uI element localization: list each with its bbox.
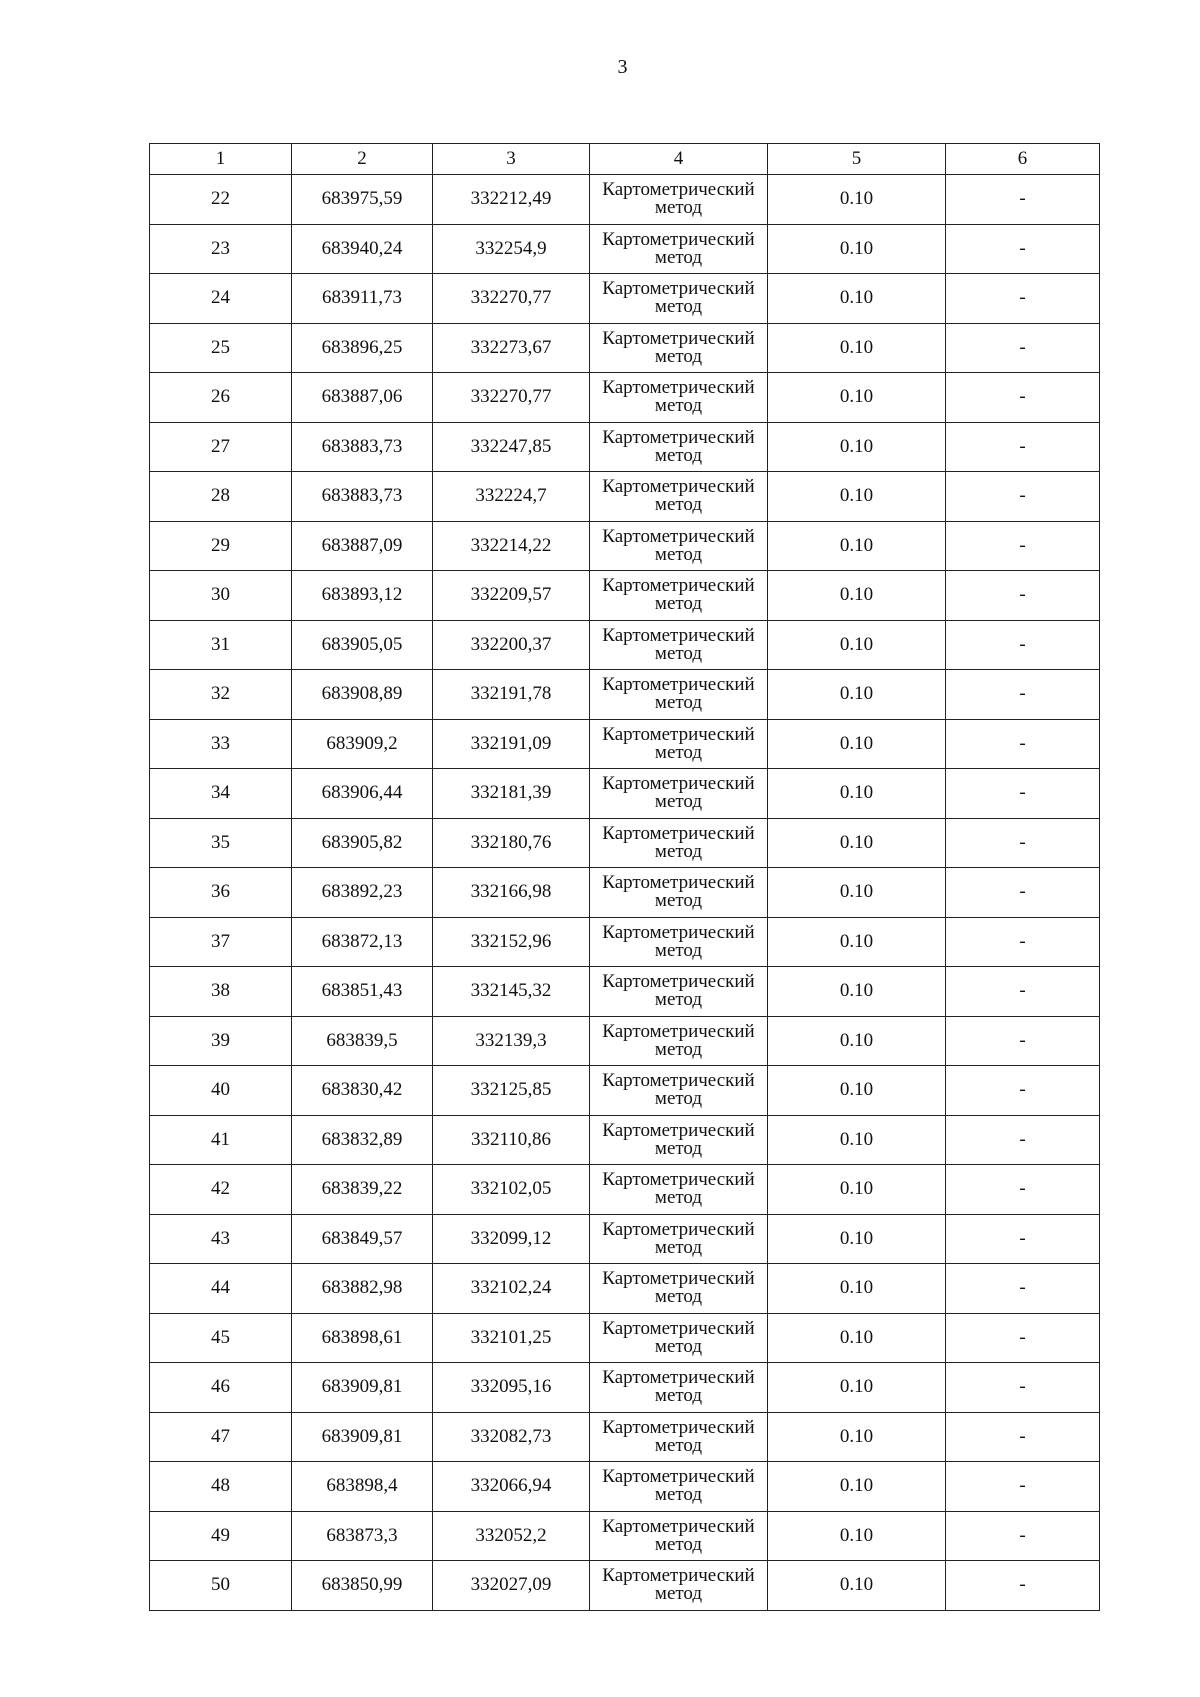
table-row [150, 1066, 1100, 1116]
y-coordinate-cell: 332209,57 [433, 571, 590, 621]
accuracy-cell: 0.10 [768, 917, 946, 967]
table-row [150, 323, 1100, 373]
method-cell [590, 1462, 768, 1512]
point-number-cell: 28 [150, 472, 292, 522]
method-text-line: метод [654, 1137, 703, 1159]
accuracy-cell: 0.10 [768, 1462, 946, 1512]
point-number-cell: 45 [150, 1313, 292, 1363]
method-text-line: Картометрический [602, 1070, 755, 1092]
table-row [150, 620, 1100, 670]
accuracy-cell: 0.10 [768, 1214, 946, 1264]
point-number-cell: 36 [150, 868, 292, 918]
method-cell [590, 917, 768, 967]
y-coordinate-cell: 332212,49 [433, 175, 590, 225]
y-coordinate-cell: 332145,32 [433, 967, 590, 1017]
note-cell: - [946, 323, 1100, 373]
point-number-cell: 49 [150, 1511, 292, 1561]
y-coordinate-cell: 332270,77 [433, 373, 590, 423]
point-number-cell: 22 [150, 175, 292, 225]
note-cell: - [946, 719, 1100, 769]
coordinates-table [149, 143, 1100, 1611]
table-row [150, 1363, 1100, 1413]
method-cell [590, 472, 768, 522]
point-number-cell: 25 [150, 323, 292, 373]
y-coordinate-cell: 332166,98 [433, 868, 590, 918]
y-coordinate-cell: 332191,09 [433, 719, 590, 769]
method-cell [590, 868, 768, 918]
y-coordinate-cell: 332191,78 [433, 670, 590, 720]
note-cell: - [946, 1016, 1100, 1066]
accuracy-cell: 0.10 [768, 1264, 946, 1314]
accuracy-cell: 0.10 [768, 1066, 946, 1116]
note-cell: - [946, 967, 1100, 1017]
y-coordinate-cell: 332082,73 [433, 1412, 590, 1462]
accuracy-cell: 0.10 [768, 670, 946, 720]
method-text-line: Картометрический [602, 377, 755, 399]
accuracy-cell: 0.10 [768, 1412, 946, 1462]
accuracy-cell: 0.10 [768, 323, 946, 373]
y-coordinate-cell: 332101,25 [433, 1313, 590, 1363]
accuracy-cell: 0.10 [768, 620, 946, 670]
x-coordinate-cell: 683839,22 [292, 1165, 433, 1215]
x-coordinate-cell: 683849,57 [292, 1214, 433, 1264]
column-header: 3 [433, 144, 590, 175]
x-coordinate-cell: 683893,12 [292, 571, 433, 621]
table-row [150, 1264, 1100, 1314]
method-cell [590, 373, 768, 423]
method-text-line: Картометрический [602, 1367, 755, 1389]
method-text-line: Картометрический [602, 822, 755, 844]
note-cell: - [946, 1214, 1100, 1264]
method-text-line: Картометрический [602, 1218, 755, 1240]
accuracy-cell: 0.10 [768, 1313, 946, 1363]
table-row [150, 521, 1100, 571]
y-coordinate-cell: 332102,24 [433, 1264, 590, 1314]
table-row [150, 967, 1100, 1017]
point-number-cell: 43 [150, 1214, 292, 1264]
note-cell: - [946, 1561, 1100, 1611]
point-number-cell: 33 [150, 719, 292, 769]
method-text-line: метод [654, 1187, 703, 1209]
point-number-cell: 39 [150, 1016, 292, 1066]
y-coordinate-cell: 332099,12 [433, 1214, 590, 1264]
table-row [150, 472, 1100, 522]
method-text-line: Картометрический [602, 327, 755, 349]
column-header: 1 [150, 144, 292, 175]
method-text-line: Картометрический [602, 1515, 755, 1537]
note-cell: - [946, 670, 1100, 720]
point-number-cell: 40 [150, 1066, 292, 1116]
note-cell: - [946, 472, 1100, 522]
y-coordinate-cell: 332254,9 [433, 224, 590, 274]
table-row [150, 1412, 1100, 1462]
y-coordinate-cell: 332152,96 [433, 917, 590, 967]
note-cell: - [946, 224, 1100, 274]
y-coordinate-cell: 332181,39 [433, 769, 590, 819]
note-cell: - [946, 274, 1100, 324]
accuracy-cell: 0.10 [768, 224, 946, 274]
point-number-cell: 37 [150, 917, 292, 967]
accuracy-cell: 0.10 [768, 769, 946, 819]
note-cell: - [946, 917, 1100, 967]
method-text-line: Картометрический [602, 674, 755, 696]
accuracy-cell: 0.10 [768, 521, 946, 571]
table-row [150, 719, 1100, 769]
method-cell [590, 818, 768, 868]
table-row [150, 373, 1100, 423]
x-coordinate-cell: 683908,89 [292, 670, 433, 720]
method-cell [590, 967, 768, 1017]
accuracy-cell: 0.10 [768, 967, 946, 1017]
x-coordinate-cell: 683975,59 [292, 175, 433, 225]
method-text-line: метод [654, 395, 703, 417]
note-cell: - [946, 1264, 1100, 1314]
point-number-cell: 23 [150, 224, 292, 274]
point-number-cell: 24 [150, 274, 292, 324]
method-text-line: Картометрический [602, 773, 755, 795]
accuracy-cell: 0.10 [768, 175, 946, 225]
accuracy-cell: 0.10 [768, 1561, 946, 1611]
point-number-cell: 32 [150, 670, 292, 720]
method-text-line: метод [654, 494, 703, 516]
method-text-line: Картометрический [602, 971, 755, 993]
point-number-cell: 46 [150, 1363, 292, 1413]
method-text-line: метод [654, 345, 703, 367]
method-text-line: Картометрический [602, 1466, 755, 1488]
y-coordinate-cell: 332180,76 [433, 818, 590, 868]
x-coordinate-cell: 683896,25 [292, 323, 433, 373]
accuracy-cell: 0.10 [768, 422, 946, 472]
method-text-line: метод [654, 1286, 703, 1308]
method-cell [590, 1264, 768, 1314]
x-coordinate-cell: 683898,61 [292, 1313, 433, 1363]
method-cell [590, 1115, 768, 1165]
x-coordinate-cell: 683909,81 [292, 1412, 433, 1462]
point-number-cell: 31 [150, 620, 292, 670]
method-text-line: метод [654, 1533, 703, 1555]
x-coordinate-cell: 683882,98 [292, 1264, 433, 1314]
method-text-line: Картометрический [602, 1169, 755, 1191]
method-cell [590, 1066, 768, 1116]
x-coordinate-cell: 683898,4 [292, 1462, 433, 1512]
method-text-line: Картометрический [602, 723, 755, 745]
table-header-row [150, 144, 1100, 175]
method-text-line: метод [654, 890, 703, 912]
y-coordinate-cell: 332125,85 [433, 1066, 590, 1116]
method-text-line: метод [654, 197, 703, 219]
method-text-line: метод [654, 444, 703, 466]
page-number: 3 [617, 56, 628, 78]
x-coordinate-cell: 683909,81 [292, 1363, 433, 1413]
table-row [150, 1016, 1100, 1066]
column-header: 4 [590, 144, 768, 175]
method-cell [590, 620, 768, 670]
table-row [150, 917, 1100, 967]
method-text-line: метод [654, 939, 703, 961]
note-cell: - [946, 769, 1100, 819]
note-cell: - [946, 620, 1100, 670]
x-coordinate-cell: 683851,43 [292, 967, 433, 1017]
table-row [150, 670, 1100, 720]
method-text-line: метод [654, 1484, 703, 1506]
note-cell: - [946, 571, 1100, 621]
table-body [150, 175, 1100, 1611]
table-row [150, 769, 1100, 819]
column-header: 6 [946, 144, 1100, 175]
method-text-line: метод [654, 741, 703, 763]
note-cell: - [946, 175, 1100, 225]
x-coordinate-cell: 683905,82 [292, 818, 433, 868]
x-coordinate-cell: 683872,13 [292, 917, 433, 967]
point-number-cell: 48 [150, 1462, 292, 1512]
note-cell: - [946, 1363, 1100, 1413]
method-text-line: метод [654, 692, 703, 714]
method-cell [590, 571, 768, 621]
column-header: 5 [768, 144, 946, 175]
x-coordinate-cell: 683873,3 [292, 1511, 433, 1561]
method-text-line: метод [654, 543, 703, 565]
column-header: 2 [292, 144, 433, 175]
y-coordinate-cell: 332214,22 [433, 521, 590, 571]
table-row [150, 422, 1100, 472]
table-row [150, 1165, 1100, 1215]
method-text-line: метод [654, 1038, 703, 1060]
method-cell [590, 1363, 768, 1413]
accuracy-cell: 0.10 [768, 818, 946, 868]
point-number-cell: 41 [150, 1115, 292, 1165]
method-text-line: Картометрический [602, 278, 755, 300]
method-text-line: метод [654, 296, 703, 318]
note-cell: - [946, 422, 1100, 472]
method-cell [590, 323, 768, 373]
method-text-line: метод [654, 1236, 703, 1258]
method-cell [590, 274, 768, 324]
x-coordinate-cell: 683883,73 [292, 472, 433, 522]
method-cell [590, 719, 768, 769]
method-cell [590, 1561, 768, 1611]
method-cell [590, 1214, 768, 1264]
method-cell [590, 1016, 768, 1066]
point-number-cell: 26 [150, 373, 292, 423]
method-text-line: Картометрический [602, 575, 755, 597]
x-coordinate-cell: 683905,05 [292, 620, 433, 670]
y-coordinate-cell: 332139,3 [433, 1016, 590, 1066]
note-cell: - [946, 1115, 1100, 1165]
method-text-line: метод [654, 791, 703, 813]
method-text-line: Картометрический [602, 921, 755, 943]
table-row [150, 1313, 1100, 1363]
method-cell [590, 1412, 768, 1462]
table-row [150, 1462, 1100, 1512]
accuracy-cell: 0.10 [768, 1511, 946, 1561]
point-number-cell: 42 [150, 1165, 292, 1215]
method-text-line: Картометрический [602, 1565, 755, 1587]
y-coordinate-cell: 332110,86 [433, 1115, 590, 1165]
table-row [150, 868, 1100, 918]
table-row [150, 1511, 1100, 1561]
method-cell [590, 670, 768, 720]
y-coordinate-cell: 332200,37 [433, 620, 590, 670]
table-row [150, 224, 1100, 274]
note-cell: - [946, 373, 1100, 423]
method-cell [590, 1511, 768, 1561]
x-coordinate-cell: 683839,5 [292, 1016, 433, 1066]
x-coordinate-cell: 683892,23 [292, 868, 433, 918]
method-text-line: метод [654, 1583, 703, 1605]
y-coordinate-cell: 332247,85 [433, 422, 590, 472]
y-coordinate-cell: 332273,67 [433, 323, 590, 373]
y-coordinate-cell: 332095,16 [433, 1363, 590, 1413]
method-text-line: Картометрический [602, 1119, 755, 1141]
y-coordinate-cell: 332102,05 [433, 1165, 590, 1215]
method-text-line: метод [654, 989, 703, 1011]
accuracy-cell: 0.10 [768, 1363, 946, 1413]
method-text-line: Картометрический [602, 1416, 755, 1438]
table-row [150, 274, 1100, 324]
method-text-line: Картометрический [602, 1268, 755, 1290]
x-coordinate-cell: 683911,73 [292, 274, 433, 324]
accuracy-cell: 0.10 [768, 1165, 946, 1215]
method-text-line: метод [654, 840, 703, 862]
note-cell: - [946, 1313, 1100, 1363]
accuracy-cell: 0.10 [768, 472, 946, 522]
method-cell [590, 1313, 768, 1363]
method-cell [590, 769, 768, 819]
x-coordinate-cell: 683883,73 [292, 422, 433, 472]
method-cell [590, 1165, 768, 1215]
x-coordinate-cell: 683906,44 [292, 769, 433, 819]
method-text-line: Картометрический [602, 179, 755, 201]
point-number-cell: 27 [150, 422, 292, 472]
note-cell: - [946, 1511, 1100, 1561]
table-row [150, 1115, 1100, 1165]
table-row [150, 1214, 1100, 1264]
x-coordinate-cell: 683887,06 [292, 373, 433, 423]
method-cell [590, 224, 768, 274]
accuracy-cell: 0.10 [768, 274, 946, 324]
x-coordinate-cell: 683940,24 [292, 224, 433, 274]
accuracy-cell: 0.10 [768, 373, 946, 423]
method-text-line: Картометрический [602, 624, 755, 646]
method-text-line: Картометрический [602, 476, 755, 498]
method-text-line: Картометрический [602, 1020, 755, 1042]
note-cell: - [946, 521, 1100, 571]
point-number-cell: 44 [150, 1264, 292, 1314]
method-text-line: метод [654, 1434, 703, 1456]
point-number-cell: 29 [150, 521, 292, 571]
accuracy-cell: 0.10 [768, 1016, 946, 1066]
note-cell: - [946, 1066, 1100, 1116]
method-text-line: метод [654, 642, 703, 664]
x-coordinate-cell: 683850,99 [292, 1561, 433, 1611]
method-text-line: метод [654, 593, 703, 615]
method-text-line: Картометрический [602, 525, 755, 547]
point-number-cell: 34 [150, 769, 292, 819]
x-coordinate-cell: 683909,2 [292, 719, 433, 769]
note-cell: - [946, 1462, 1100, 1512]
y-coordinate-cell: 332027,09 [433, 1561, 590, 1611]
method-text-line: метод [654, 1335, 703, 1357]
note-cell: - [946, 818, 1100, 868]
method-text-line: метод [654, 246, 703, 268]
method-text-line: Картометрический [602, 426, 755, 448]
method-text-line: Картометрический [602, 872, 755, 894]
x-coordinate-cell: 683887,09 [292, 521, 433, 571]
accuracy-cell: 0.10 [768, 571, 946, 621]
note-cell: - [946, 1165, 1100, 1215]
table-row [150, 818, 1100, 868]
table-row [150, 571, 1100, 621]
y-coordinate-cell: 332066,94 [433, 1462, 590, 1512]
point-number-cell: 50 [150, 1561, 292, 1611]
accuracy-cell: 0.10 [768, 1115, 946, 1165]
point-number-cell: 35 [150, 818, 292, 868]
method-text-line: Картометрический [602, 228, 755, 250]
note-cell: - [946, 1412, 1100, 1462]
y-coordinate-cell: 332052,2 [433, 1511, 590, 1561]
method-text-line: метод [654, 1385, 703, 1407]
method-text-line: Картометрический [602, 1317, 755, 1339]
x-coordinate-cell: 683830,42 [292, 1066, 433, 1116]
y-coordinate-cell: 332224,7 [433, 472, 590, 522]
point-number-cell: 47 [150, 1412, 292, 1462]
method-cell [590, 422, 768, 472]
table-row [150, 175, 1100, 225]
accuracy-cell: 0.10 [768, 868, 946, 918]
x-coordinate-cell: 683832,89 [292, 1115, 433, 1165]
table-row [150, 1561, 1100, 1611]
method-cell [590, 521, 768, 571]
y-coordinate-cell: 332270,77 [433, 274, 590, 324]
accuracy-cell: 0.10 [768, 719, 946, 769]
point-number-cell: 38 [150, 967, 292, 1017]
point-number-cell: 30 [150, 571, 292, 621]
method-cell [590, 175, 768, 225]
note-cell: - [946, 868, 1100, 918]
method-text-line: метод [654, 1088, 703, 1110]
